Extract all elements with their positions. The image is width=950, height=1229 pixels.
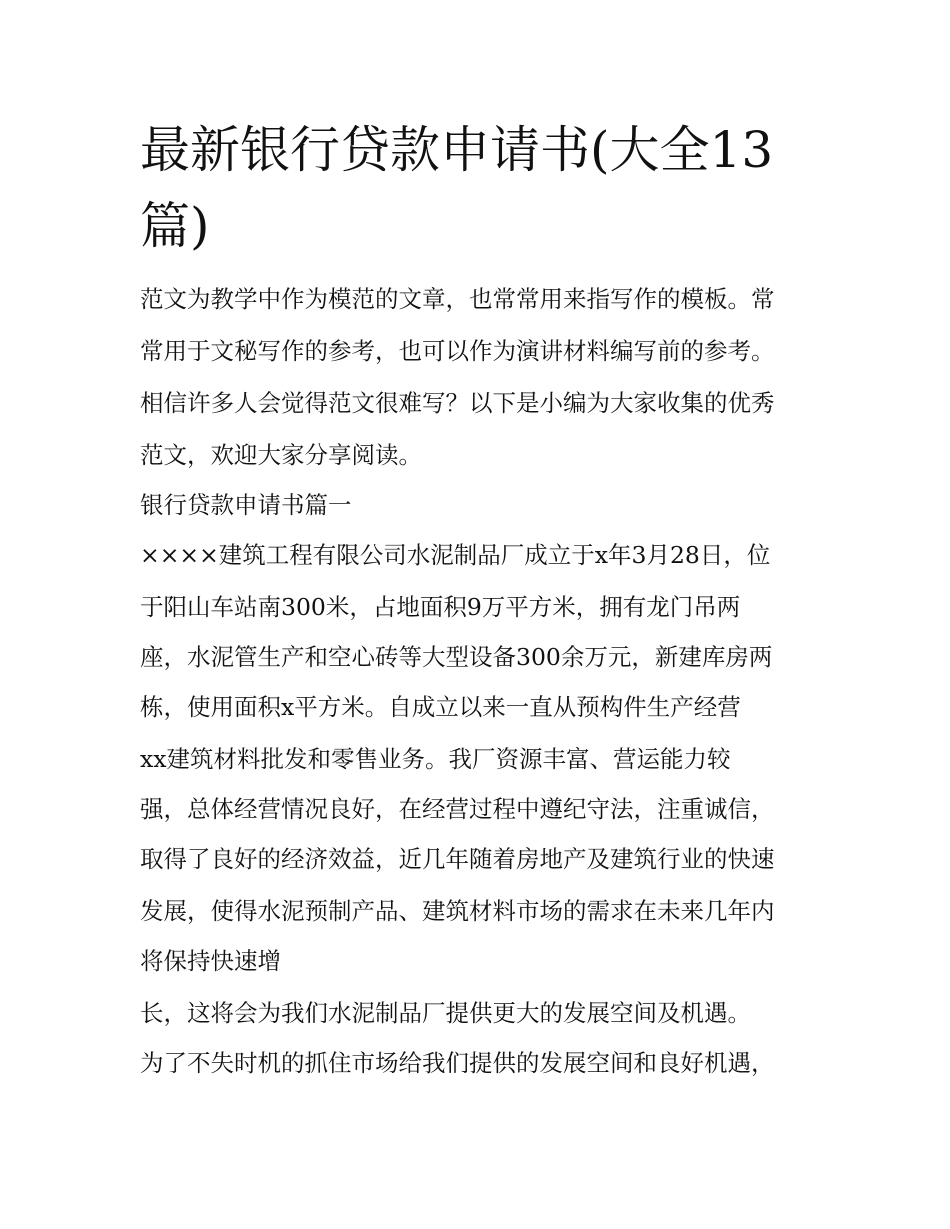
body-line-7: 取得了良好的经济效益，近几年随着房地产及建筑行业的快速 <box>140 845 775 873</box>
body-line-9: 将保持快速增 <box>140 947 281 975</box>
body-line-8: 发展，使得水泥预制产品、建筑材料市场的需求在未来几年内 <box>140 897 775 925</box>
body-line-2: 于阳山车站南300米，占地面积9万平方米，拥有龙门吊两 <box>140 593 741 621</box>
body-line-5: xx建筑材料批发和零售业务。我厂资源丰富、营运能力较 <box>140 745 731 773</box>
body-line-4: 栋，使用面积x平方米。自成立以来一直从预构件生产经营 <box>140 693 741 721</box>
intro-line-3: 相信许多人会觉得范文很难写？以下是小编为大家收集的优秀 <box>140 389 775 417</box>
body-line-11: 为了不失时机的抓住市场给我们提供的发展空间和良好机遇， <box>140 1049 775 1077</box>
body-line-3: 座，水泥管生产和空心砖等大型设备300余万元，新建库房两 <box>140 643 773 671</box>
intro-line-4: 范文，欢迎大家分享阅读。 <box>140 441 422 469</box>
body-line-6: 强，总体经营情况良好，在经营过程中遵纪守法，注重诚信， <box>140 795 775 823</box>
body-line-1: ××××建筑工程有限公司水泥制品厂成立于x年3月28日，位 <box>140 541 771 569</box>
intro-line-1: 范文为教学中作为模范的文章，也常常用来指写作的模板。常 <box>140 285 775 313</box>
section-heading: 银行贷款申请书篇一 <box>140 491 352 519</box>
document-title: 最新银行贷款申请书(大全13篇) <box>140 121 774 255</box>
intro-line-2: 常用于文秘写作的参考，也可以作为演讲材料编写前的参考。 <box>140 337 775 365</box>
body-line-10: 长，这将会为我们水泥制品厂提供更大的发展空间及机遇。 <box>140 999 751 1027</box>
